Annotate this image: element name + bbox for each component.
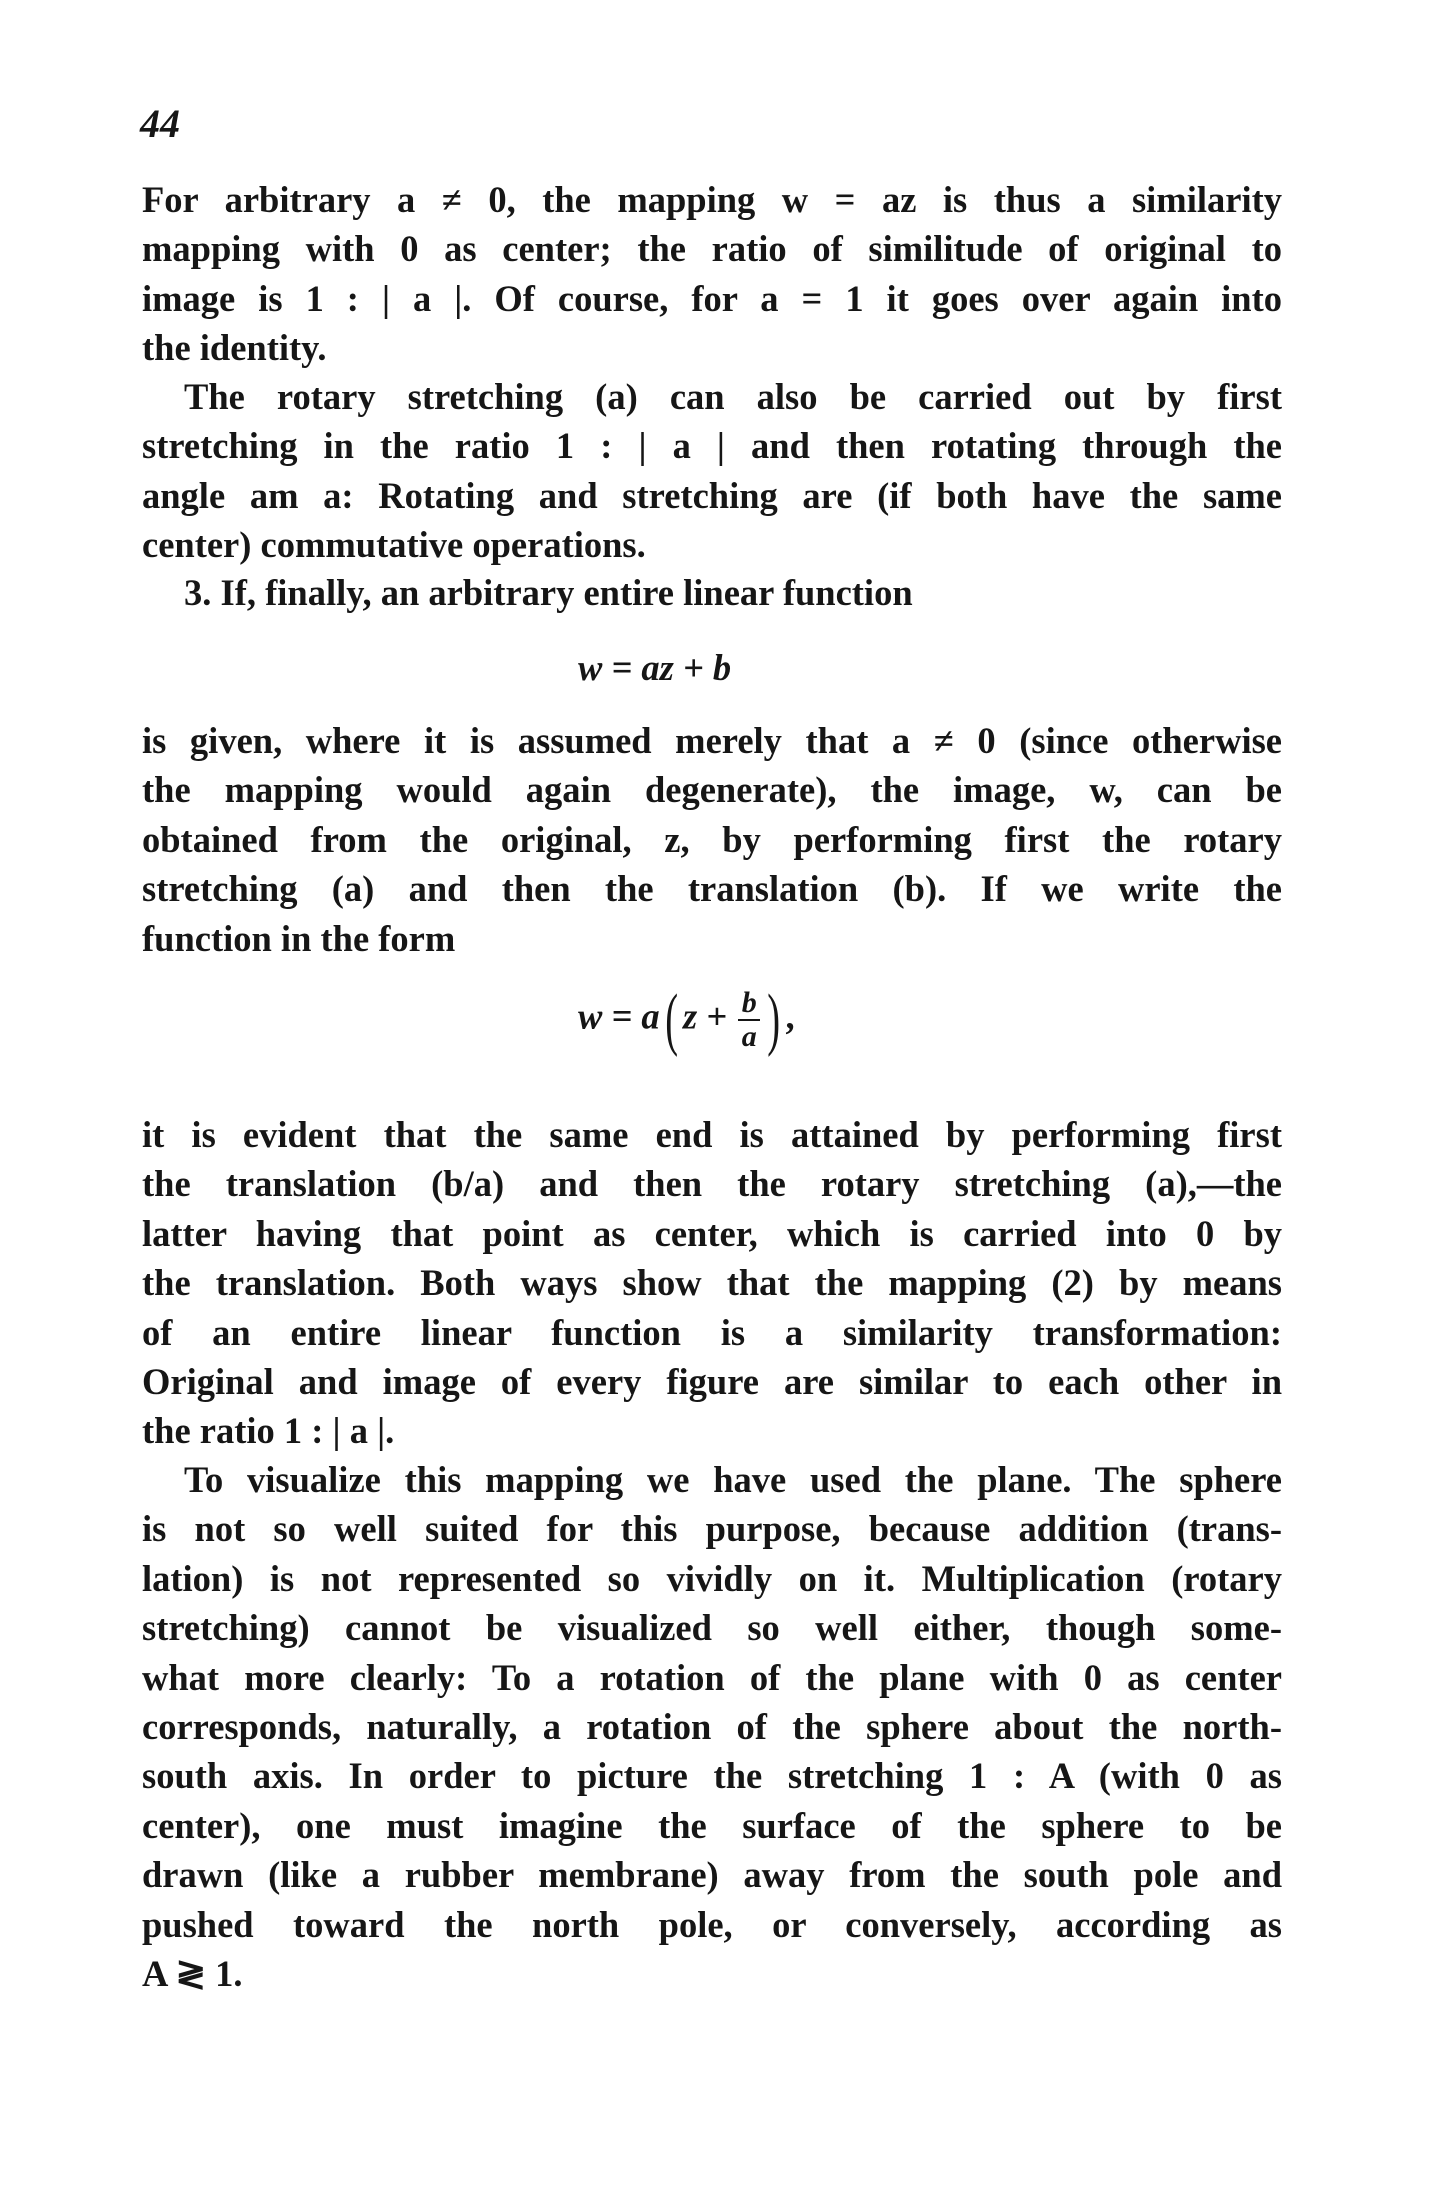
text-line: the mapping would again degenerate), the image, w, can be [142,769,1282,811]
text-line: obtained from the original, z, by performing first the rotary [142,818,1282,860]
text-line: the identity. [142,327,327,369]
equation-text: w = az + b [578,647,732,688]
text-line: pushed toward the north pole, or conversely, according as [142,1903,1282,1945]
text-line: To visualize this mapping we have used the plane. The sphere [184,1459,1282,1500]
paragraph-sphere-visualization [142,1455,1282,1998]
paragraph-image-construction [142,716,1282,963]
text-line: what more clearly: To a rotation of the plane with 0 as center [142,1656,1282,1698]
text-line: A ≷ 1. [142,1953,243,1995]
paragraph-similarity-mapping [142,175,1282,373]
text-line: lation) is not represented so vividly on it. Multiplication (rotary [142,1557,1282,1599]
fraction-numerator: b [741,986,757,1019]
text-line: south axis. In order to picture the stretching 1 : A (with 0 as [142,1755,1282,1797]
text-line: is given, where it is assumed merely that a ≠ 0 (since otherwise [142,720,1282,761]
text-line: 3. If, finally, an arbitrary entire linear function [184,572,913,613]
equation-linear-function [578,647,732,688]
text-line: Original and image of every figure are similar to each other in [142,1361,1282,1403]
fraction-denominator: a [741,1020,757,1053]
text-line: latter having that point as center, which is carried into 0 by [142,1212,1282,1254]
text-line: stretching (a) and then the translation (b). If we write the [142,868,1282,910]
open-paren: ( [664,981,678,1058]
close-paren: ) [767,981,781,1058]
text-line: The rotary stretching (a) can also be carried out by first [184,376,1282,417]
text-line: angle am a: Rotating and stretching are (if both have the same [142,474,1282,516]
text-line: stretching in the ratio 1 : | a | and then rotating through the [142,425,1282,467]
text-line: the translation (b/a) and then the rotary stretching (a),—the [142,1163,1282,1205]
text-line: mapping with 0 as center; the ratio of similitude of original to [142,228,1282,270]
paragraph-entire-linear-function [142,568,1282,617]
text-line: the translation. Both ways show that the mapping (2) by means [142,1262,1282,1304]
fraction-b-over-a [738,987,760,1053]
text-line: center) commutative operations. [142,524,646,566]
text-line: stretching) cannot be visualized so well either, though some- [142,1607,1282,1649]
text-line: center), one must imagine the surface of the sphere to be [142,1804,1282,1846]
text-line: function in the form [142,917,456,959]
paragraph-similarity-transformation [142,1110,1282,1456]
text-line: is not so well suited for this purpose, because addition (trans- [142,1508,1282,1550]
equation-comma: , [785,995,795,1037]
paragraph-rotary-stretching [142,372,1282,570]
text-line: drawn (like a rubber membrane) away from the south pole and [142,1854,1282,1896]
page-number: 44 [140,101,180,146]
equation-z-plus: z + [682,995,737,1037]
text-line: image is 1 : | a |. Of course, for a = 1 it goes over again into [142,277,1282,319]
text-line: of an entire linear function is a similarity transformation: [142,1311,1282,1353]
equation-lhs: w = a [578,995,660,1037]
text-line: For arbitrary a ≠ 0, the mapping w = az is thus a similarity [142,179,1282,220]
text-line: the ratio 1 : | a |. [142,1410,395,1452]
text-line: it is evident that the same end is attained by performing first [142,1114,1282,1155]
text-line: corresponds, naturally, a rotation of the sphere about the north- [142,1706,1282,1748]
equation-factored-form [578,981,795,1058]
